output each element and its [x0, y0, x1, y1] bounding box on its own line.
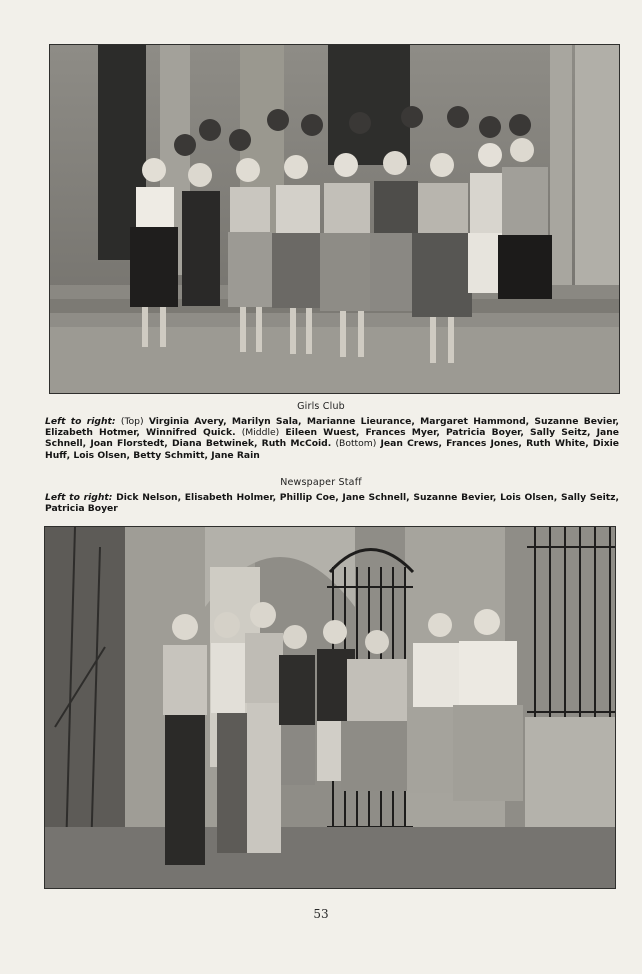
girls-club-photo-image: [50, 45, 619, 393]
girls-club-title: Girls Club: [297, 401, 345, 412]
girls-club-caption: [45, 416, 619, 461]
girls-club-left-to-right: Left to right:: [45, 416, 116, 427]
newspaper-staff-title: Newspaper Staff: [280, 477, 362, 488]
girls-club-photo: [49, 44, 620, 394]
newspaper-staff-photo-image: [45, 527, 615, 888]
newspaper-staff-names: Dick Nelson, Elisabeth Holmer, Phillip Coe, Jane Schnell, Suzanne Bevier, Lois Olsen, Sally Seitz, Patricia Boyer: [45, 492, 619, 515]
newspaper-staff-photo: [44, 526, 616, 889]
newspaper-staff-caption: [45, 492, 619, 514]
girls-club-top-names: Virginia Avery, Marilyn Sala, Marianne Lieurance, Margaret Hammond, Suzanne Bevier, Elizabeth Hotmer, Winnifred Quick.: [45, 416, 619, 439]
girls-club-top-label: (Top): [120, 416, 144, 427]
page-number: 53: [313, 907, 329, 921]
newspaper-staff-left-to-right: Left to right:: [45, 492, 113, 503]
girls-club-bottom-names: Jean Crews, Frances Jones, Ruth White, Dixie Huff, Lois Olsen, Betty Schmitt, Jane Rain: [45, 438, 620, 461]
girls-club-bottom-label: (Bottom): [335, 438, 377, 450]
girls-club-middle-names: Eileen Wuest, Frances Myer, Patricia Boyer, Sally Seitz, Jane Schnell, Joan Florstedt, Diana Betwinek, Ruth McCoid.: [45, 427, 620, 450]
girls-club-middle-label: (Middle): [241, 427, 280, 439]
